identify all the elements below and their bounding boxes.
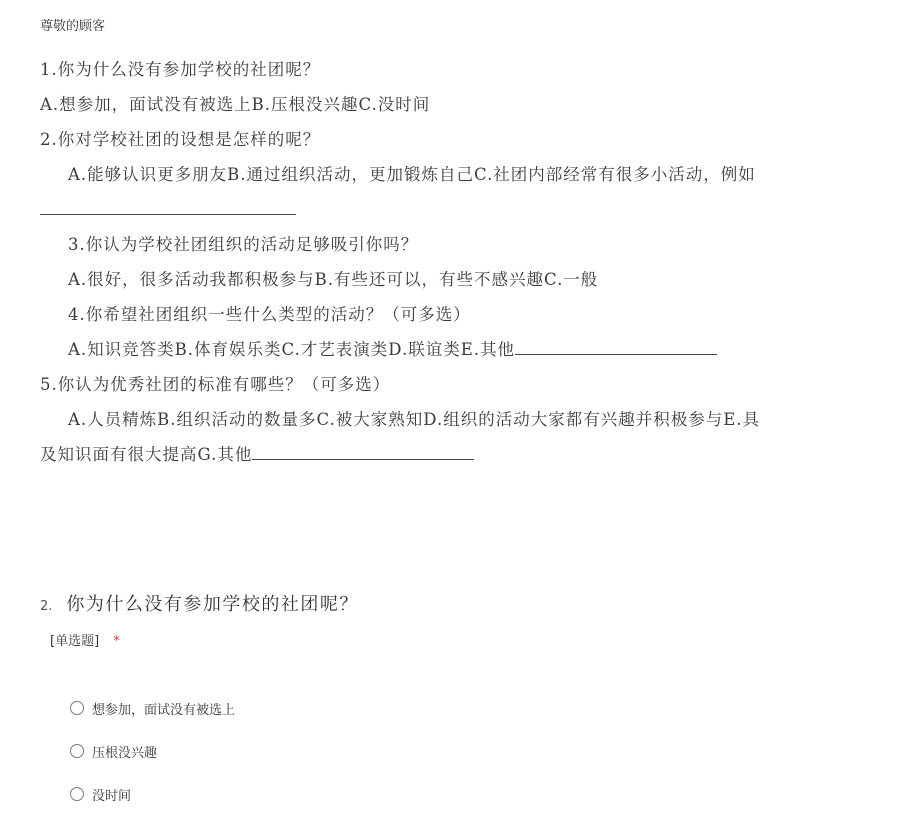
question-type-label: [单选题] bbox=[50, 634, 100, 649]
fill-blank bbox=[40, 213, 296, 215]
intro-q5-options-line1: A.人员精炼B.组织活动的数量多C.被大家熟知D.组织的活动大家都有兴趣并积极参与E.具 bbox=[68, 410, 760, 429]
radio-option-label: 想参加，面试没有被选上 bbox=[92, 702, 236, 718]
required-asterisk: * bbox=[113, 634, 120, 649]
radio-option-3[interactable] bbox=[70, 783, 235, 805]
intro-q3: 3.你认为学校社团组织的活动足够吸引你吗？ bbox=[68, 235, 419, 254]
intro-q4: 4.你希望社团组织一些什么类型的活动？（可多选） bbox=[68, 305, 471, 324]
intro-q5: 5.你认为优秀社团的标准有哪些？（可多选） bbox=[40, 375, 391, 394]
intro-q1: 1.你为什么没有参加学校的社团呢？ bbox=[40, 60, 321, 79]
question-number: 2. bbox=[40, 599, 53, 614]
radio-option-2[interactable] bbox=[70, 740, 235, 762]
fill-blank bbox=[515, 353, 717, 355]
fill-blank bbox=[252, 458, 474, 460]
radio-options bbox=[70, 697, 235, 826]
intro-q2: 2.你对学校社团的设想是怎样的呢？ bbox=[40, 130, 321, 149]
intro-q3-options: A.很好，很多活动我都积极参与B.有些还可以，有些不感兴趣C.一般 bbox=[68, 270, 599, 289]
radio-circle-icon[interactable] bbox=[70, 701, 84, 715]
radio-circle-icon[interactable] bbox=[70, 744, 84, 758]
radio-circle-icon[interactable] bbox=[70, 787, 84, 801]
greeting-text: 尊敬的顾客 bbox=[40, 19, 106, 34]
question-block bbox=[40, 590, 880, 649]
question-title-row bbox=[40, 590, 880, 616]
question-title: 你为什么没有参加学校的社团呢？ bbox=[66, 594, 359, 615]
intro-q2-blank-line bbox=[40, 192, 900, 227]
question-type-row bbox=[50, 630, 880, 649]
intro-q5-options-line2: 及知识面有很大提高G.其他 bbox=[40, 445, 253, 464]
intro-q1-options: A.想参加，面试没有被选上B.压根没兴趣C.没时间 bbox=[40, 95, 431, 114]
radio-option-1[interactable] bbox=[70, 697, 235, 719]
radio-option-label: 没时间 bbox=[92, 788, 132, 804]
radio-option-label: 压根没兴趣 bbox=[92, 745, 158, 761]
intro-q2-options: A.能够认识更多朋友B.通过组织活动，更加锻炼自己C.社团内部经常有很多小活动，例如 bbox=[68, 165, 756, 184]
survey-intro bbox=[40, 52, 900, 472]
intro-q4-options-row bbox=[40, 332, 900, 367]
intro-q5-options-line2-row bbox=[40, 437, 900, 472]
intro-q4-options: A.知识竞答类B.体育娱乐类C.才艺表演类D.联谊类E.其他 bbox=[68, 340, 515, 359]
